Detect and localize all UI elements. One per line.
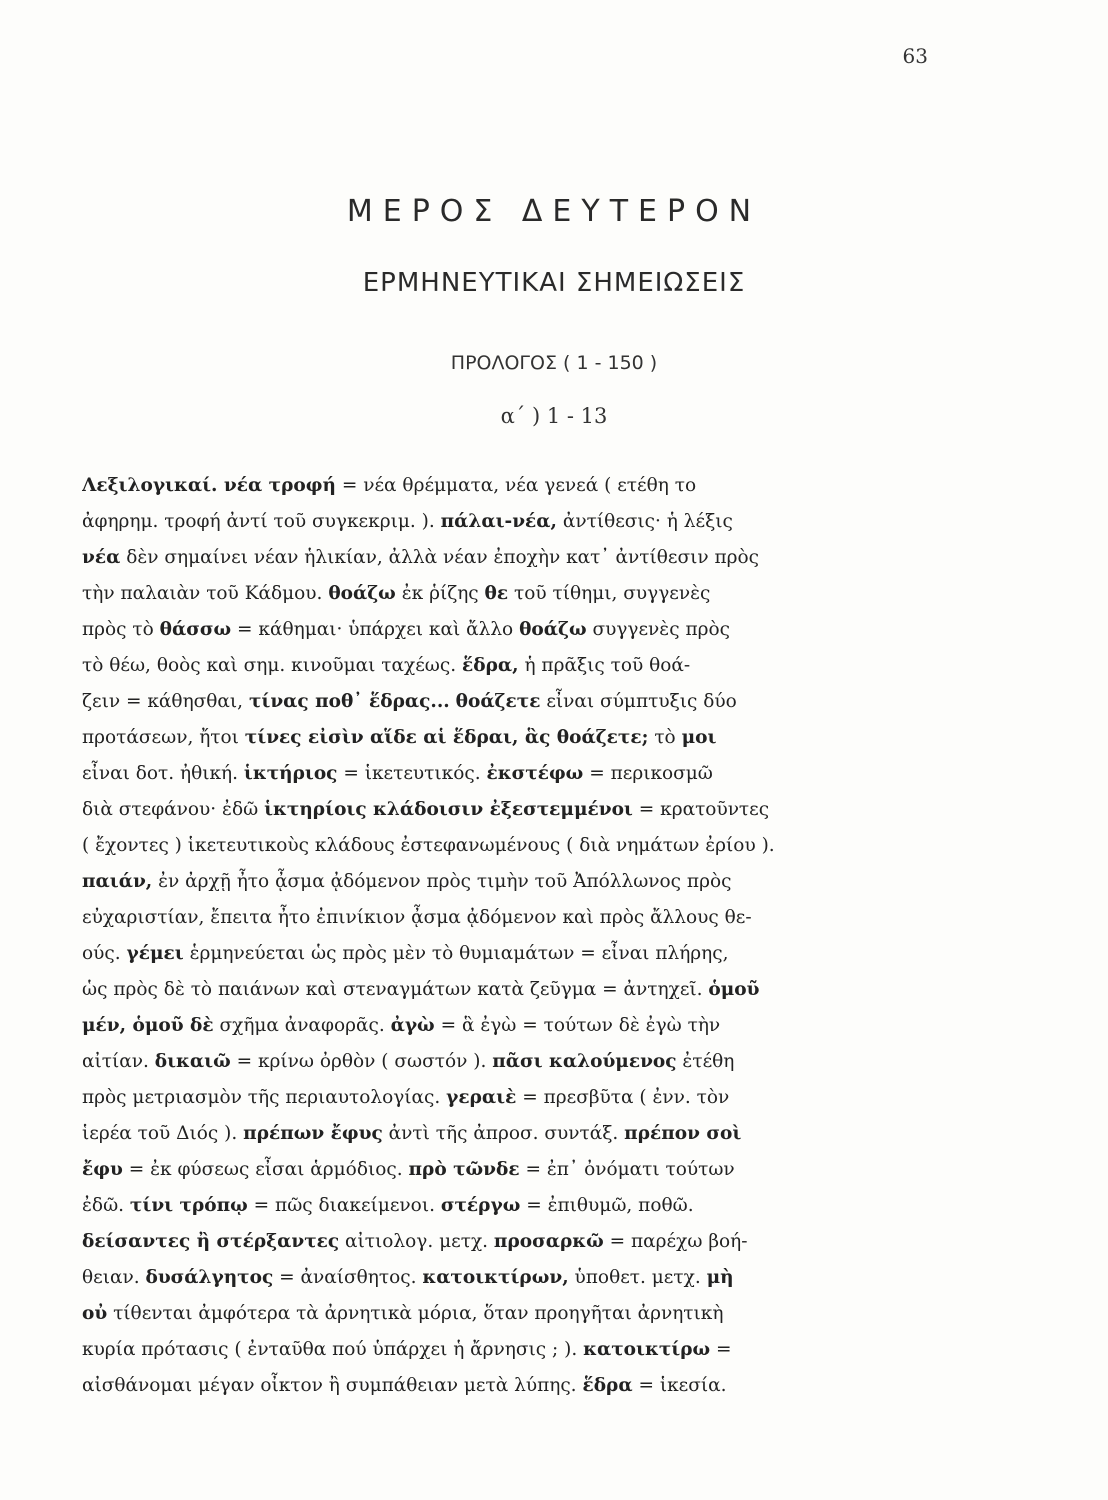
gloss-text: τοῦ τίθημι, συγγενὲς — [508, 583, 711, 604]
gloss-text: πρὸς τὸ — [82, 619, 160, 640]
lemma-term: κατοικτίρω — [583, 1339, 711, 1360]
gloss-text: εἶναι σύμπτυξις δύο — [540, 691, 737, 712]
page-number: 63 — [902, 44, 928, 68]
text-line — [82, 1332, 920, 1368]
gloss-text: συγγενὲς πρὸς — [586, 619, 730, 640]
gloss-text: = ἐκ φύσεως εἶσαι ἁρμόδιος. — [122, 1159, 409, 1180]
gloss-text: κυρία πρότασις ( ἐνταῦθα πού ὑπάρχει ἡ ἄρνησις ; ). — [82, 1339, 584, 1360]
text-line — [82, 504, 920, 540]
text-line — [82, 756, 920, 792]
gloss-text: = ἐπ᾽ ὀνόματι τούτων — [519, 1159, 735, 1180]
section-title: ΕΡΜΗΝΕΥΤΙΚΑΙ ΣΗΜΕΙΩΣΕΙΣ — [362, 268, 746, 298]
lemma-term: ἱκτηρίοις κλάδοισιν ἐξεστεμμένοι — [264, 799, 633, 820]
text-line — [82, 1152, 920, 1188]
gloss-text: ἱερέα τοῦ Διός ). — [82, 1123, 244, 1144]
gloss-text: αἰτίαν. — [82, 1051, 155, 1072]
subsection-title: α΄ ) 1 - 13 — [500, 404, 608, 428]
text-line — [82, 1296, 920, 1332]
lemma-term: τίνι τρόπῳ — [129, 1195, 248, 1216]
text-line — [82, 792, 920, 828]
gloss-text: ( ἔχοντες ) ἱκετευτικοὺς κλάδους ἐστεφανωμένους ( διὰ νημάτων ἐρίου ). — [82, 835, 775, 856]
gloss-text: πρὸς μετριασμὸν τῆς περιαυτολογίας. — [82, 1087, 447, 1108]
gloss-text: ἀντὶ τῆς ἀπροσ. συντάξ. — [382, 1123, 625, 1144]
text-line — [82, 576, 920, 612]
gloss-text: = περικοσμῶ — [583, 763, 713, 784]
commentary-body — [82, 468, 920, 1404]
gloss-text: ὑποθετ. μετχ. — [568, 1267, 707, 1288]
text-line — [82, 1224, 920, 1260]
text-line — [82, 1188, 920, 1224]
text-line — [82, 900, 920, 936]
lemma-term: πάλαι-νέα, — [440, 511, 557, 532]
lemma-term: μὴ — [706, 1267, 734, 1288]
text-line — [82, 684, 920, 720]
gloss-text: σχῆμα ἀναφορᾶς. — [213, 1015, 391, 1036]
text-line — [82, 1080, 920, 1116]
gloss-text: = ἱκετευτικός. — [337, 763, 487, 784]
text-line — [82, 720, 920, 756]
gloss-text: αἰσθάνομαι μέγαν οἶκτον ἢ συμπάθειαν μετὰ λύπης. — [82, 1375, 583, 1396]
gloss-text: ὡς πρὸς δὲ τὸ παιάνων καὶ στεναγμάτων κατὰ ζεῦγμα = ἀντηχεῖ. — [82, 979, 709, 1000]
text-line — [82, 1008, 920, 1044]
lemma-term: πρέπων ἔφυς — [243, 1123, 383, 1144]
gloss-text: = πῶς διακείμενοι. — [247, 1195, 441, 1216]
lemma-term: ὁμοῦ — [708, 979, 760, 1000]
lemma-term: θάσσω — [159, 619, 232, 640]
gloss-text: = ἐπιθυμῶ, ποθῶ. — [520, 1195, 694, 1216]
gloss-text: ἡ πρᾶξις τοῦ θοά- — [518, 655, 691, 676]
gloss-text: προτάσεων, ἤτοι — [82, 727, 245, 748]
lemma-term: Λεξιλογικαί. — [82, 475, 224, 496]
prologue-title: ΠΡΟΛΟΓΟΣ ( 1 - 150 ) — [450, 352, 658, 374]
lemma-term: κατοικτίρων, — [422, 1267, 569, 1288]
gloss-text: αἰτιολογ. μετχ. — [339, 1231, 494, 1252]
lemma-term: νέα — [82, 547, 121, 568]
gloss-text: = νέα θρέμματα, νέα γενεά ( ετέθη το — [335, 475, 697, 496]
gloss-text: θειαν. — [82, 1267, 146, 1288]
gloss-text: = ἀναίσθητος. — [273, 1267, 423, 1288]
lemma-term: δείσαντες ἢ στέρξαντες — [82, 1231, 340, 1252]
gloss-text: = κρίνω ὀρθὸν ( σωστόν ). — [230, 1051, 493, 1072]
lemma-term: στέργω — [440, 1195, 521, 1216]
lemma-term: πᾶσι καλούμενος — [492, 1051, 677, 1072]
gloss-text: τὸ — [648, 727, 682, 748]
gloss-text: ἀντίθεσις· ἡ λέξις — [556, 511, 733, 532]
lemma-term: τίνες εἰσὶν αἵδε αἱ ἕδραι, ἃς θοάζετε; — [244, 727, 649, 748]
text-line — [82, 540, 920, 576]
lemma-term: γεραιὲ — [446, 1087, 517, 1108]
lemma-term: ἕδρα — [582, 1375, 633, 1396]
lemma-term: θοάζω — [328, 583, 396, 604]
gloss-text: ἐδῶ. — [82, 1195, 130, 1216]
gloss-text: τίθενται ἀμφότερα τὰ ἀρνητικὰ μόρια, ὅταν προηγῆται ἀρνητικὴ — [107, 1303, 724, 1324]
gloss-text: = — [710, 1339, 732, 1360]
gloss-text: ἐτέθη — [676, 1051, 735, 1072]
text-line — [82, 648, 920, 684]
lemma-term: οὐ — [82, 1303, 108, 1324]
lemma-term: προσαρκῶ — [493, 1231, 604, 1252]
text-line — [82, 1260, 920, 1296]
gloss-text: ζειν = κάθησθαι, — [82, 691, 249, 712]
gloss-text: διὰ στεφάνου· ἐδῶ — [82, 799, 265, 820]
lemma-term: θε — [484, 583, 509, 604]
gloss-text: εὐχαριστίαν, ἔπειτα ἦτο ἐπινίκιον ᾆσμα ᾀδόμενον καὶ πρὸς ἄλλους θε- — [82, 907, 752, 928]
lemma-term: παιάν, — [82, 871, 153, 892]
lemma-term: μοι — [681, 727, 717, 748]
text-line — [82, 972, 920, 1008]
lemma-term: ἐκστέφω — [486, 763, 584, 784]
lemma-term: πρέπον σοὶ — [624, 1123, 742, 1144]
gloss-text: τὴν παλαιὰν τοῦ Κάδμου. — [82, 583, 329, 604]
gloss-text: τὸ θέω, θοὸς καὶ σημ. κινοῦμαι ταχέως. — [82, 655, 462, 676]
gloss-text: = πρεσβῦτα ( ἐνν. τὸν — [516, 1087, 730, 1108]
text-line — [82, 1116, 920, 1152]
text-line — [82, 468, 920, 504]
lemma-term: πρὸ τῶνδε — [408, 1159, 520, 1180]
part-title: ΜΕΡΟΣ ΔΕΥΤΕΡΟΝ — [346, 194, 762, 229]
text-line — [82, 612, 920, 648]
gloss-text: = κάθημαι· ὑπάρχει καὶ ἄλλο — [231, 619, 520, 640]
gloss-text: = ἱκεσία. — [632, 1375, 727, 1396]
gloss-text: = κρατοῦντες — [632, 799, 770, 820]
gloss-text: ἀφηρημ. τροφή ἀντί τοῦ συγκεκριμ. ). — [82, 511, 441, 532]
lemma-term: θοάζω — [519, 619, 587, 640]
text-line — [82, 1044, 920, 1080]
lemma-term: μέν, ὁμοῦ δὲ — [82, 1015, 214, 1036]
lemma-term: ἔφυ — [82, 1159, 123, 1180]
gloss-text: = παρέχω βοή- — [603, 1231, 748, 1252]
lemma-term: δυσάλγητος — [145, 1267, 274, 1288]
lemma-term: νέα τροφή — [223, 475, 336, 496]
lemma-term: θοάζετε — [455, 691, 541, 712]
gloss-text: εἶναι δοτ. ἠθική. — [82, 763, 244, 784]
gloss-text: δὲν σημαίνει νέαν ἡλικίαν, ἀλλὰ νέαν ἐποχὴν κατ᾽ ἀντίθεσιν πρὸς — [120, 547, 760, 568]
gloss-text: ἑρμηνεύεται ὡς πρὸς μὲν τὸ θυμιαμάτων = εἶναι πλήρης, — [183, 943, 729, 964]
text-line — [82, 828, 920, 864]
text-line — [82, 1368, 920, 1404]
lemma-term: ἱκτήριος — [243, 763, 338, 784]
lemma-term: ἕδρα, — [462, 655, 519, 676]
gloss-text: = ἃ ἐγὼ = τούτων δὲ ἐγὼ τὴν — [434, 1015, 721, 1036]
lemma-term: τίνας ποθ᾽ ἕδρας... — [248, 691, 450, 712]
lemma-term: δικαιῶ — [154, 1051, 231, 1072]
lemma-term: γέμει — [126, 943, 184, 964]
gloss-text: ἐκ ῥίζης — [395, 583, 485, 604]
text-line — [82, 936, 920, 972]
lemma-term: ἀγὼ — [390, 1015, 435, 1036]
text-line — [82, 864, 920, 900]
gloss-text: ούς. — [82, 943, 127, 964]
gloss-text: ἐν ἀρχῇ ἦτο ᾆσμα ᾀδόμενον πρὸς τιμὴν τοῦ Ἀπόλλωνος πρὸς — [152, 871, 732, 892]
